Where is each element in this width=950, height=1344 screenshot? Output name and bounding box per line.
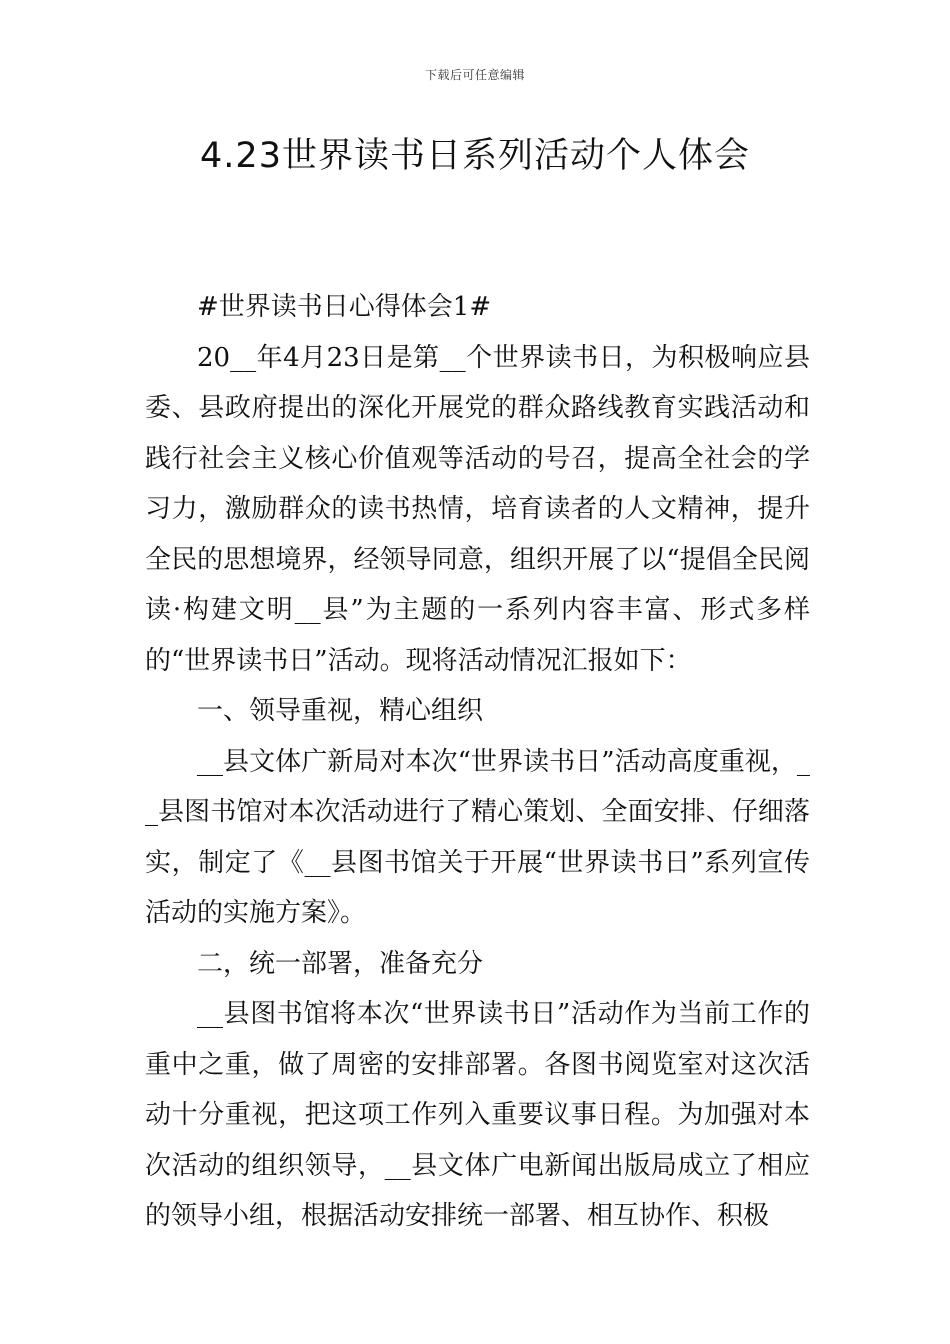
paragraph-intro: 20__年4月23日是第__个世界读书日，为积极响应县委、县政府提出的深化开展党的群众路线教育实践活动和践行社会主义核心价值观等活动的号召，提高全社会的学习力，激励群众的读书热情，培育读者的人文精神，提升全民的思想境界，经领导同意，组织开展了以“提倡全民阅读·构建文明__县”为主题的一系列内容丰富、形式多样的“世界读书日”活动。现将活动情况汇报如下：	[145, 342, 810, 676]
section-heading-1: 一、领导重视，精心组织	[197, 696, 484, 726]
section-heading-2: 二，统一部署，准备充分	[197, 948, 484, 979]
paragraph-section-1: __县文体广新局对本次“世界读书日”活动高度重视，__县图书馆对本次活动进行了精心策划、全面安排、仔细落实，制定了《__县图书馆关于开展“世界读书日”系列宣传活动的实施方案》。	[145, 746, 810, 928]
paragraph-heading-1: #世界读书日心得体会1#	[197, 292, 492, 322]
document-title: 4.23世界读书日系列活动个人体会	[200, 136, 750, 176]
paragraph-section-2: __县图书馆将本次“世界读书日”活动作为当前工作的重中之重，做了周密的安排部署。各图书阅览室对这次活动十分重视，把这项工作列入重要议事日程。为加强对本次活动的组织领导，__县文体广电新闻出版局成立了相应的领导小组，根据活动安排统一部署、相互协作、积极	[145, 999, 810, 1231]
header-note: 下载后可任意编辑	[424, 68, 525, 82]
document-body	[145, 282, 810, 1242]
